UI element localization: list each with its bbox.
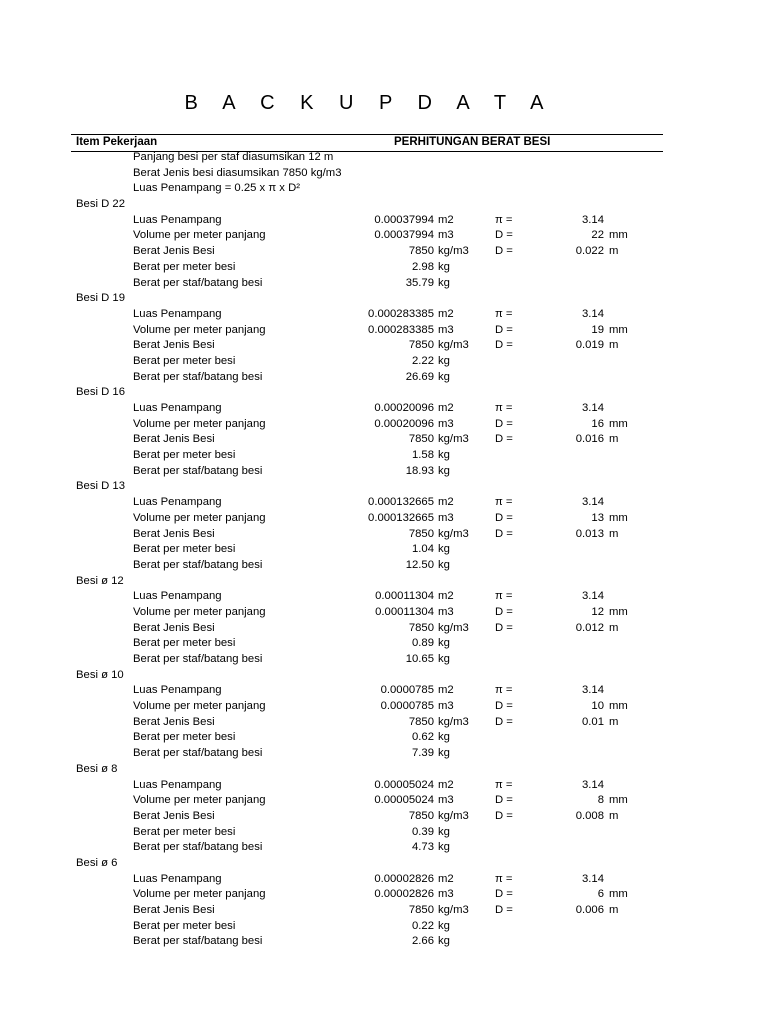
table-row	[0, 605, 768, 621]
param-value: 0.006	[575, 904, 604, 916]
table-row	[0, 464, 768, 480]
param-value: 3.14	[582, 684, 604, 697]
table-row	[0, 872, 768, 888]
param-value: 3.14	[582, 402, 604, 414]
row-label: Luas Penampang	[133, 307, 222, 320]
row-unit: kg	[438, 919, 450, 932]
param-unit: m	[609, 433, 619, 446]
param-label: π =	[495, 496, 513, 509]
row-value: 0.00002826	[374, 888, 434, 901]
table-row	[0, 934, 768, 950]
row-value: 0.62	[412, 731, 434, 744]
section-row	[0, 197, 768, 213]
table-row	[0, 213, 768, 229]
row-label: Luas Penampang	[133, 496, 222, 509]
row-label: Berat per staf/batang besi	[133, 370, 263, 383]
table-row	[0, 495, 768, 511]
row-unit: kg/m3	[438, 809, 469, 822]
param-value: 19	[591, 323, 604, 336]
param-label: D =	[495, 621, 513, 634]
param-value: 3.14	[582, 213, 604, 226]
row-unit: kg	[438, 747, 450, 760]
param-value: 3.14	[582, 872, 604, 885]
row-label: Volume per meter panjang	[133, 700, 266, 713]
row-value: 0.00005024	[374, 778, 434, 791]
table-row	[0, 589, 768, 605]
table-row	[0, 887, 768, 903]
param-unit: m	[609, 339, 619, 352]
param-value: 3.14	[582, 307, 604, 320]
row-value: 0.0000785	[380, 700, 434, 713]
row-label: Volume per meter panjang	[133, 794, 266, 807]
row-unit: m3	[438, 700, 454, 713]
row-value: 18.93	[405, 464, 434, 477]
param-value: 3.14	[582, 778, 604, 791]
row-value: 0.00002826	[374, 872, 434, 885]
row-label: Luas Penampang	[133, 872, 222, 885]
row-unit: kg	[438, 370, 450, 383]
row-unit: m2	[438, 402, 454, 414]
row-value: 0.000132665	[368, 511, 434, 524]
param-label: D =	[495, 888, 513, 901]
param-label: D =	[495, 339, 513, 352]
section-row	[0, 762, 768, 778]
row-unit: kg	[438, 841, 450, 854]
section-row	[0, 574, 768, 590]
param-label: π =	[495, 402, 513, 414]
param-label: π =	[495, 684, 513, 697]
row-unit: m3	[438, 323, 454, 336]
row-label: Berat Jenis Besi	[133, 715, 215, 728]
row-label: Luas Penampang	[133, 778, 222, 791]
param-label: D =	[495, 715, 513, 728]
row-unit: kg	[438, 935, 450, 948]
row-label: Luas Penampang	[133, 590, 222, 603]
table-row	[0, 558, 768, 574]
row-value: 2.98	[412, 260, 434, 273]
param-label: π =	[495, 590, 513, 603]
param-label: D =	[495, 794, 513, 807]
table-row	[0, 527, 768, 543]
row-unit: kg	[438, 653, 450, 665]
row-unit: kg/m3	[438, 621, 469, 634]
section-row	[0, 668, 768, 684]
param-value: 3.14	[582, 496, 604, 509]
row-label: Berat Jenis Besi	[133, 245, 215, 258]
table-row	[0, 715, 768, 731]
header-calc-column: PERHITUNGAN BERAT BESI	[394, 136, 551, 148]
param-label: D =	[495, 245, 513, 258]
row-label: Berat per meter besi	[133, 449, 236, 462]
note-text: Panjang besi per staf diasumsikan 12 m	[133, 151, 334, 163]
table-row	[0, 307, 768, 323]
row-unit: m3	[438, 511, 454, 524]
row-unit: kg	[438, 464, 450, 477]
param-label: π =	[495, 307, 513, 320]
param-value: 0.008	[575, 809, 604, 822]
row-unit: kg	[438, 731, 450, 744]
row-label: Berat per staf/batang besi	[133, 747, 263, 760]
row-unit: kg	[438, 276, 450, 289]
param-value: 6	[597, 888, 604, 901]
param-unit: mm	[609, 888, 628, 901]
row-unit: kg	[438, 354, 450, 367]
table-row	[0, 244, 768, 260]
param-unit: mm	[609, 511, 628, 524]
row-value: 26.69	[405, 370, 434, 383]
row-unit: kg/m3	[438, 433, 469, 446]
param-value: 0.019	[575, 339, 604, 352]
table-row	[0, 730, 768, 746]
row-unit: kg	[438, 260, 450, 273]
row-label: Berat Jenis Besi	[133, 339, 215, 352]
row-label: Berat Jenis Besi	[133, 527, 215, 540]
row-unit: m3	[438, 888, 454, 901]
row-label: Berat per meter besi	[133, 354, 236, 367]
row-value: 4.73	[412, 841, 434, 854]
row-value: 10.65	[405, 653, 434, 665]
row-value: 7.39	[412, 747, 434, 760]
section-name: Besi D 22	[76, 198, 125, 211]
note-row	[0, 150, 768, 166]
param-label: π =	[495, 778, 513, 791]
row-unit: m2	[438, 307, 454, 320]
table-row	[0, 448, 768, 464]
table-row	[0, 746, 768, 762]
table-row	[0, 354, 768, 370]
param-label: D =	[495, 323, 513, 336]
row-label: Volume per meter panjang	[133, 229, 266, 242]
param-unit: m	[609, 621, 619, 634]
row-value: 7850	[408, 809, 434, 822]
section-name: Besi ø 10	[76, 668, 124, 681]
table-row	[0, 919, 768, 935]
row-unit: m3	[438, 605, 454, 618]
param-unit: mm	[609, 605, 628, 618]
row-value: 0.00011304	[375, 590, 434, 603]
section-name: Besi ø 12	[76, 574, 124, 587]
table-row	[0, 401, 768, 417]
param-value: 0.016	[575, 433, 604, 446]
row-label: Berat per staf/batang besi	[133, 464, 263, 477]
note-row	[0, 181, 768, 197]
section-row	[0, 479, 768, 495]
param-label: D =	[495, 417, 513, 430]
param-value: 0.022	[575, 245, 604, 258]
row-value: 0.00005024	[374, 794, 434, 807]
row-value: 1.58	[412, 449, 434, 462]
row-unit: kg/m3	[438, 339, 469, 352]
row-label: Berat per meter besi	[133, 260, 236, 273]
row-unit: m2	[438, 684, 454, 697]
row-unit: m3	[438, 794, 454, 807]
row-value: 0.39	[412, 825, 434, 838]
table-row	[0, 699, 768, 715]
row-value: 2.66	[412, 935, 434, 948]
row-unit: kg/m3	[438, 527, 469, 540]
table-row	[0, 432, 768, 448]
param-label: D =	[495, 700, 513, 713]
row-label: Volume per meter panjang	[133, 417, 266, 430]
row-label: Berat per staf/batang besi	[133, 841, 263, 854]
row-unit: kg	[438, 825, 450, 838]
row-label: Luas Penampang	[133, 684, 222, 697]
table-row	[0, 260, 768, 276]
row-label: Berat per staf/batang besi	[133, 276, 263, 289]
table-row	[0, 903, 768, 919]
row-label: Berat per meter besi	[133, 825, 236, 838]
row-unit: kg/m3	[438, 715, 469, 728]
param-value: 0.01	[582, 715, 604, 728]
row-label: Volume per meter panjang	[133, 888, 266, 901]
param-value: 0.012	[575, 621, 604, 634]
row-unit: m3	[438, 229, 454, 242]
param-value: 8	[597, 794, 604, 807]
row-unit: kg	[438, 449, 450, 462]
row-label: Berat per meter besi	[133, 919, 236, 932]
table-row	[0, 621, 768, 637]
param-unit: mm	[609, 323, 628, 336]
table-row	[0, 276, 768, 292]
section-row	[0, 385, 768, 401]
row-unit: kg	[438, 558, 450, 571]
row-unit: kg	[438, 543, 450, 556]
page-title: B A C K U P D A T A	[184, 92, 554, 114]
table-row	[0, 511, 768, 527]
row-unit: m2	[438, 872, 454, 885]
row-value: 7850	[408, 904, 434, 916]
table-row	[0, 542, 768, 558]
row-label: Volume per meter panjang	[133, 511, 266, 524]
param-value: 16	[591, 417, 604, 430]
row-value: 12.50	[405, 558, 434, 571]
param-label: D =	[495, 904, 513, 916]
table-row	[0, 338, 768, 354]
table-row	[0, 228, 768, 244]
row-unit: kg/m3	[438, 904, 469, 916]
param-unit: mm	[609, 794, 628, 807]
row-label: Berat per meter besi	[133, 637, 236, 650]
param-value: 13	[591, 511, 604, 524]
row-unit: m2	[438, 213, 454, 226]
row-label: Berat Jenis Besi	[133, 621, 215, 634]
row-unit: m3	[438, 417, 454, 430]
param-label: D =	[495, 605, 513, 618]
note-row	[0, 166, 768, 182]
row-value: 0.00037994	[374, 213, 434, 226]
row-label: Berat Jenis Besi	[133, 809, 215, 822]
row-value: 0.22	[412, 919, 434, 932]
section-name: Besi D 13	[76, 480, 125, 493]
row-label: Luas Penampang	[133, 213, 222, 226]
param-unit: mm	[609, 417, 628, 430]
row-value: 0.000132665	[368, 496, 434, 509]
note-text: Berat Jenis besi diasumsikan 7850 kg/m3	[133, 166, 342, 179]
table-row	[0, 809, 768, 825]
param-label: D =	[495, 511, 513, 524]
row-value: 1.04	[412, 543, 434, 556]
row-label: Berat Jenis Besi	[133, 433, 215, 446]
table-row	[0, 652, 768, 668]
param-unit: m	[609, 904, 619, 916]
row-value: 7850	[408, 245, 434, 258]
data-table	[0, 150, 768, 950]
row-unit: kg	[438, 637, 450, 650]
row-label: Volume per meter panjang	[133, 605, 266, 618]
row-value: 0.00037994	[374, 229, 434, 242]
table-row	[0, 323, 768, 339]
row-value: 7850	[408, 527, 434, 540]
row-label: Berat Jenis Besi	[133, 904, 215, 916]
param-label: D =	[495, 433, 513, 446]
param-label: D =	[495, 809, 513, 822]
header-item-column: Item Pekerjaan	[76, 136, 158, 148]
row-label: Volume per meter panjang	[133, 323, 266, 336]
param-unit: m	[609, 715, 619, 728]
section-name: Besi ø 6	[76, 856, 118, 869]
param-unit: mm	[609, 229, 628, 242]
param-unit: mm	[609, 700, 628, 713]
param-label: π =	[495, 213, 513, 226]
section-row	[0, 856, 768, 872]
table-row	[0, 778, 768, 794]
note-text: Luas Penampang = 0.25 x π x D²	[133, 182, 300, 195]
row-value: 0.00020096	[374, 417, 434, 430]
row-value: 0.000283385	[368, 323, 434, 336]
row-value: 7850	[408, 339, 434, 352]
row-value: 35.79	[405, 276, 434, 289]
param-unit: m	[609, 809, 619, 822]
section-name: Besi D 19	[76, 292, 125, 305]
row-label: Berat per meter besi	[133, 731, 236, 744]
table-row	[0, 825, 768, 841]
param-label: D =	[495, 527, 513, 540]
row-unit: m2	[438, 496, 454, 509]
row-unit: m2	[438, 778, 454, 791]
row-label: Berat per meter besi	[133, 543, 236, 556]
row-label: Berat per staf/batang besi	[133, 653, 263, 665]
row-label: Berat per staf/batang besi	[133, 558, 263, 571]
row-value: 2.22	[412, 354, 434, 367]
param-value: 3.14	[582, 590, 604, 603]
param-unit: m	[609, 245, 619, 258]
row-value: 7850	[408, 715, 434, 728]
row-label: Luas Penampang	[133, 402, 222, 414]
row-value: 0.000283385	[368, 307, 434, 320]
table-row	[0, 417, 768, 433]
section-row	[0, 291, 768, 307]
table-row	[0, 793, 768, 809]
section-name: Besi ø 8	[76, 762, 118, 775]
row-value: 0.0000785	[380, 684, 434, 697]
row-unit: kg/m3	[438, 245, 469, 258]
param-label: π =	[495, 872, 513, 885]
row-unit: m2	[438, 590, 454, 603]
param-value: 22	[591, 229, 604, 242]
row-value: 7850	[408, 621, 434, 634]
row-value: 0.00011304	[375, 605, 434, 618]
param-label: D =	[495, 229, 513, 242]
row-value: 0.89	[412, 637, 434, 650]
param-value: 10	[591, 700, 604, 713]
param-value: 12	[591, 605, 604, 618]
row-value: 7850	[408, 433, 434, 446]
table-row	[0, 840, 768, 856]
param-unit: m	[609, 527, 619, 540]
row-label: Berat per staf/batang besi	[133, 935, 263, 948]
row-value: 0.00020096	[374, 402, 434, 414]
table-row	[0, 683, 768, 699]
table-row	[0, 370, 768, 386]
param-value: 0.013	[575, 527, 604, 540]
table-row	[0, 636, 768, 652]
section-name: Besi D 16	[76, 386, 125, 399]
